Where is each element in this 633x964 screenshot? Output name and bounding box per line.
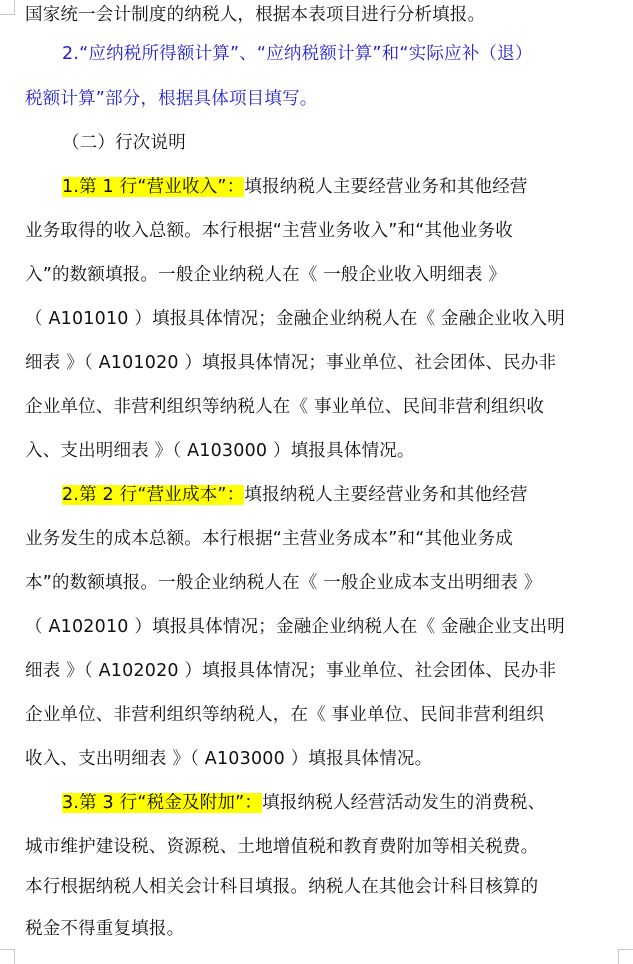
row-2-text-line: （ A102010 ）填报具体情况；金融企业纳税人在《 金融企业支出明 (25, 617, 565, 637)
intro-item-2-line: 税额计算”部分，根据具体项目填写。 (25, 89, 318, 109)
page-corner-mark (0, 0, 15, 15)
row-1-text-line: 入、支出明细表 》（ A103000 ）填报具体情况。 (25, 441, 415, 461)
row-2-text-line: 本”的数额填报。一般企业纳税人在《 一般企业成本支出明细表 》 (25, 573, 542, 593)
row-1-text-line: 入”的数额填报。一般企业纳税人在《 一般企业收入明细表 》 (25, 265, 506, 285)
row-2-text-line: 细表 》（ A102020 ）填报具体情况；事业单位、社会团体、民办非 (25, 661, 557, 681)
row-1-label-highlight: 1.第 1 行“营业收入”： (62, 177, 245, 197)
row-2-label-highlight: 2.第 2 行“营业成本”： (62, 485, 245, 505)
row-3-label-highlight: 3.第 3 行“税金及附加”： (62, 793, 263, 813)
row-2-text-line: 业务发生的成本总额。本行根据“主营业务成本”和“其他业务成 (25, 529, 513, 549)
row-3-text-line: 本行根据纳税人相关会计科目填报。纳税人在其他会计科目核算的 (25, 877, 539, 897)
page-corner-mark (618, 949, 633, 964)
row-1-text-line: 细表 》（ A101020 ）填报具体情况；事业单位、社会团体、民办非 (25, 353, 557, 373)
row-3-text-line: 城市维护建设税、资源税、土地增值税和教育费附加等相关税费。 (25, 837, 539, 857)
row-3-text: 填报纳税人经营活动发生的消费税、 (262, 793, 546, 813)
row-1-text-line: （ A101010 ）填报具体情况；金融企业纳税人在《 金融企业收入明 (25, 309, 565, 329)
row-2-text-line: 收入、支出明细表 》（ A103000 ）填报具体情况。 (25, 749, 433, 769)
row-1-text-line: 企业单位、非营利组织等纳税人在《 事业单位、民间非营利组织收 (25, 397, 545, 417)
row-1-first-line (62, 172, 615, 202)
row-3-text-line: 税金不得重复填报。 (25, 919, 185, 939)
row-2-text-line: 企业单位、非营利组织等纳税人，在《 事业单位、民间非营利组织 (25, 705, 545, 725)
row-1-text: 填报纳税人主要经营业务和其他经营 (244, 177, 528, 197)
intro-line: 国家统一会计制度的纳税人，根据本表项目进行分析填报。 (25, 5, 486, 25)
row-2-first-line (62, 480, 615, 510)
section-heading: （二）行次说明 (62, 133, 186, 153)
row-3-first-line (62, 788, 615, 818)
row-1-text-line: 业务取得的收入总额。本行根据“主营业务收入”和“其他业务收 (25, 221, 513, 241)
row-2-text: 填报纳税人主要经营业务和其他经营 (244, 485, 528, 505)
intro-item-2-line: 2.“应纳税所得额计算”、“应纳税额计算”和“实际应补（退） (62, 44, 533, 64)
page-corner-mark (0, 949, 15, 964)
